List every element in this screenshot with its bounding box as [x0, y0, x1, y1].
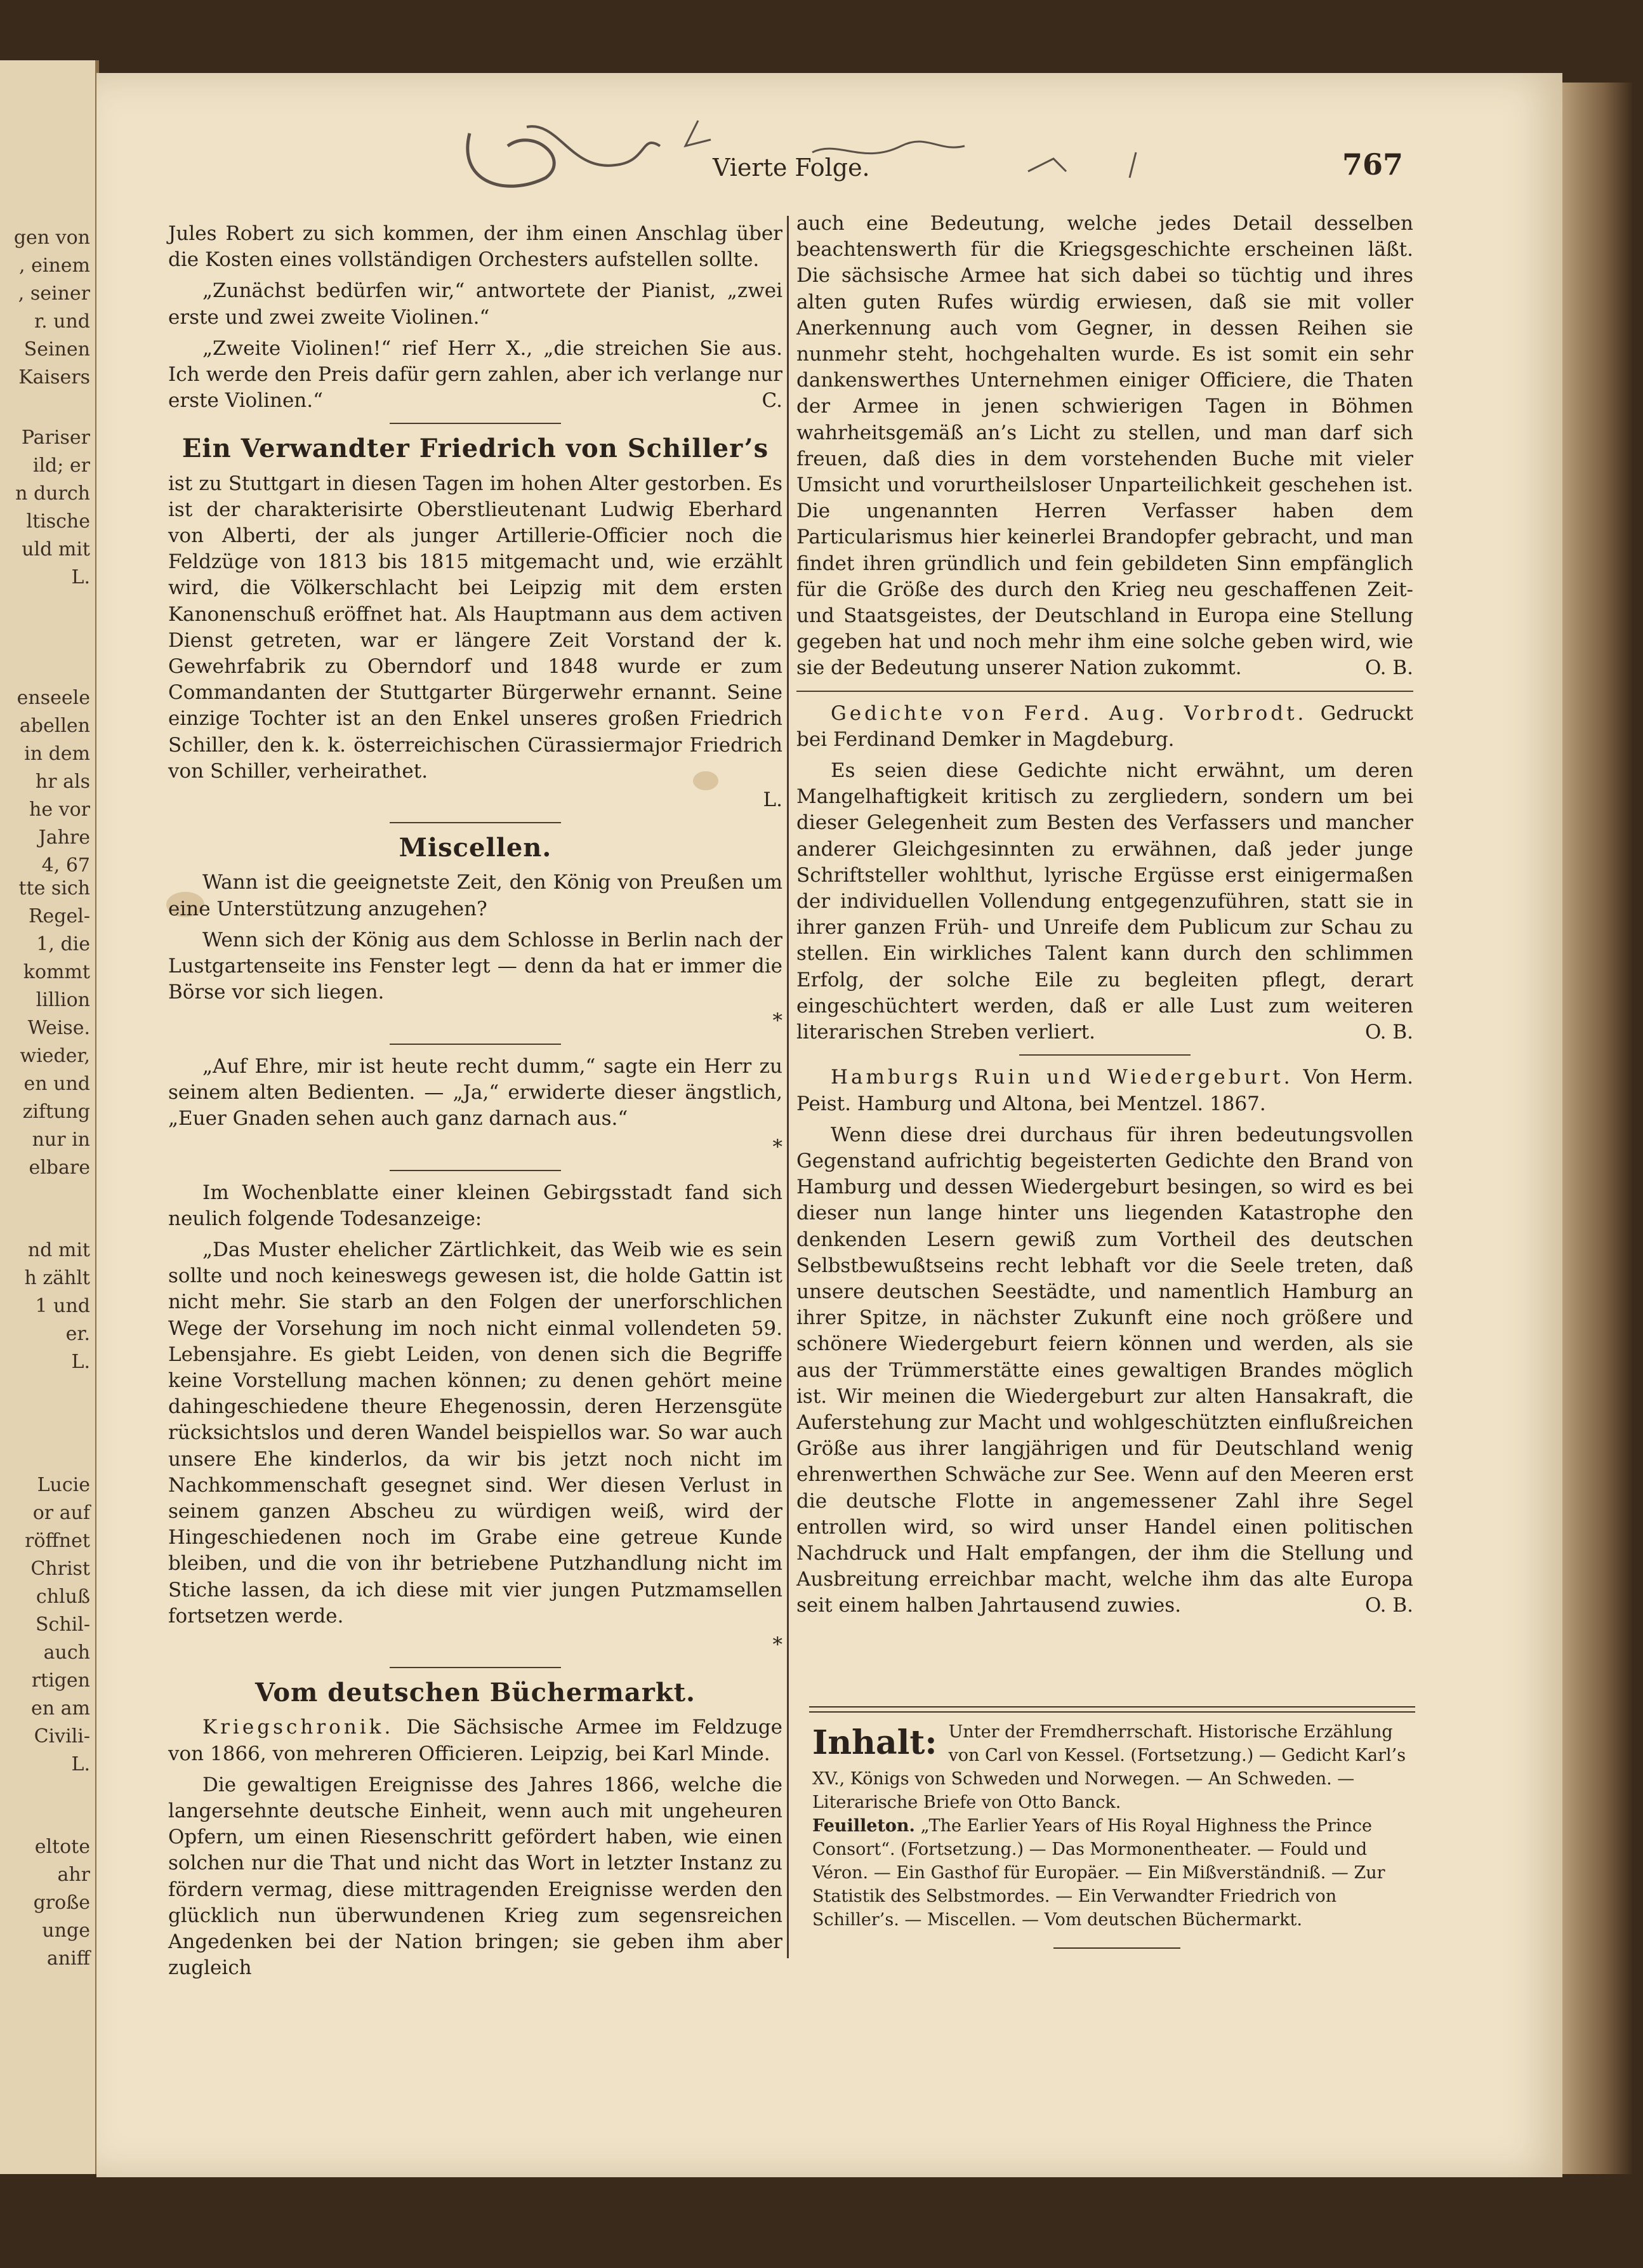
table-of-contents [812, 1720, 1415, 1932]
left-page-fragment: gen von [13, 227, 90, 249]
left-page-fragment: aniff [46, 1947, 90, 1970]
separator [390, 1044, 561, 1045]
left-page-fragment: abellen [19, 715, 90, 737]
section-heading: Ein Verwandter Friedrich von Schiller’s [181, 434, 769, 464]
paragraph: Wann ist die geeignetste Zeit, den König von Preußen um eine Unterstützung anzugehen? [168, 871, 782, 920]
left-page-fragment: Pariser [21, 427, 90, 449]
paragraph: „Das Muster ehelicher Zärtlichkeit, das Weib wie es sein sollte und noch keineswegs gewesen ist, die holde Gattin ist nicht mehr. Sie starb an den Folgen der unerforschlichen Wege der Vorsehung im noch nicht einmal vollendeten 59. Lebensjahre. Es giebt Leiden, von denen sich die Begriffe keine Vorstellung machen können; zu denen gehört meine dahingeschiedene theure Ehegenossin, deren Herzensgüte rücksichtslos und deren Wandel beispiellos war. So war auch unsere Ehe kinderlos, da wir bis jetzt noch nicht im Nachkommenschaft gesegnet sind. Wer diesen Verlust in seinem ganzen Abscheu zu würdigen weiß, wird der Hingeschiedenen noch im Grabe eine getreue Kunde bleiben, und die von ihr betriebene Putzhandlung nicht im Stiche lassen, da ich diese mit vier jungen Putzmamsellen fortsetzen werde. [168, 1238, 782, 1628]
paragraph: auch eine Bedeutung, welche jedes Detail desselben beachtenswerth für die Kriegsgeschichte erscheinen läßt. Die sächsische Armee hat sich dabei so tüchtig und ihres alten guten Rufes würdig erwiesen, daß sie mit voller Anerkennung auch vom Gegner, in dessen Reihen sie nunmehr steht, hochgehalten wurde. Es ist somit ein sehr dankenswerthes Unternehmen einiger Officiere, die Thaten der Armee in jenen schwierigen Tagen in Böhmen wahrheitsgemäß an’s Licht zu stellen, und man darf sich freuen, daß dies in dem vorstehenden Buche mit vieler Umsicht und vorurtheilsloser Unparteilichkeit geschehen ist. Die ungenannten Herren Verfasser haben dem Particularismus hier keinerlei Brandopfer gebracht, und man findet ihren gründlich und fein gebildeten Sinn empfänglich für die Größe des durch den Krieg neu geschaffenen Zeit- und Staatsgeistes, der Deutschland in Europa eine Stellung gegeben hat und noch mehr ihm eine solche geben wird, wie sie der Bedeutung unserer Nation zukommt. O. B. [796, 211, 1413, 682]
left-page-fragment: h zählt [24, 1267, 90, 1289]
right-column [796, 211, 1413, 1624]
left-page-fragment: 4, 67 [41, 854, 90, 877]
left-page-fragment: Seinen [23, 338, 90, 361]
left-page-fragment: röffnet [25, 1530, 90, 1552]
paragraph: „Auf Ehre, mir ist heute recht dumm,“ sagte ein Herr zu seinem alten Bedienten. — „Ja,“ erwiderte dieser ängstlich, „Euer Gnaden sehen auch ganz darnach aus.“ [168, 1054, 782, 1131]
left-page-fragment: hr als [35, 771, 90, 793]
left-page-fragment: , einem [19, 255, 90, 277]
left-page-fragment: in dem [24, 743, 90, 765]
left-page-fragment: wieder, [20, 1045, 90, 1067]
paragraph: Die gewaltigen Ereignisse des Jahres 1866, welche die langersehnte deutsche Einheit, wenn auch mit ungeheuren Opfern, um einen Riesenschritt gefördert haben, wie einen solchen nur die That und nicht das Wort in letzter Instanz zu fördern vermag, diese mittragenden Ereignisse werden den glücklich nun überwundenen Krieg zum segensreichen Angedenken bei der Nation bringen; sie geben ihm aber zugleich [168, 1773, 782, 1980]
double-rule [809, 1711, 1415, 1713]
left-page-fragment: elbare [29, 1157, 90, 1179]
running-header: Vierte Folge. [713, 154, 870, 182]
paragraph: Wenn sich der König aus dem Schlosse in Berlin nach der Lustgartenseite ins Fenster legt — denn da hat er immer die Börse vor sich liegen. [168, 928, 782, 1004]
end-rule [1053, 1947, 1180, 1949]
left-page-fragment: uld mit [22, 538, 90, 560]
separator [390, 423, 561, 424]
left-page-fragment: , seiner [18, 282, 90, 305]
left-page-fragment: ltische [26, 510, 90, 533]
left-page-fragment: L. [71, 1753, 90, 1775]
signature: O. B. [1365, 1594, 1413, 1617]
left-column [168, 221, 782, 1986]
paragraph: ist zu Stuttgart in diesen Tagen im hohen Alter gestorben. Es ist der charakterisirte Oberstlieutenant Ludwig Eberhard von Alberti, der als junger Artillerie-Officier noch die Feldzüge von 1813 bis 1815 mitgemacht und, wie erzählt wird, die Völkerschlacht bei Leipzig mit dem ersten Kanonenschuß eröffnet hat. Als Hauptmann aus dem activen Dienst getreten, war er längere Zeit Vorstand der k. Gewehrfabrik zu Oberndorf und 1848 wurde er zum Commandanten der Stuttgarter Bürgerwehr ernannt. Seine einzige Tochter ist an den Enkel unseres großen Friedrich Schiller, den k. k. österreichischen Cürassiermajor Friedrich von Schiller, verheirathet. [168, 472, 782, 783]
asterisk: * [772, 1136, 782, 1159]
left-page-fragment: tte sich [18, 877, 90, 899]
section-heading: Miscellen. [399, 833, 552, 863]
left-page-fragment: 1 und [35, 1295, 90, 1317]
separator [796, 691, 1413, 692]
left-page-fragment: Kaisers [18, 366, 90, 388]
left-page-fragment: er. [65, 1323, 90, 1345]
asterisk: * [772, 1009, 782, 1033]
left-page-fragment: en am [31, 1697, 90, 1720]
signature: C. [762, 389, 782, 413]
paragraph: Gedichte von Ferd. Aug. Vorbrodt. Gedruckt bei Ferdinand Demker in Magdeburg. [796, 701, 1413, 751]
asterisk: * [772, 1633, 782, 1656]
paragraph: Jules Robert zu sich kommen, der ihm einen Anschlag über die Kosten eines vollständigen Orchesters aufstellen sollte. [168, 222, 782, 272]
separator [1019, 1054, 1191, 1056]
left-page-fragment: große [33, 1892, 90, 1914]
paragraph: „Zweite Violinen!“ rief Herr X., „die streichen Sie aus. Ich werde den Preis dafür gern zahlen, aber ich verlange nur erste Violinen.“ C. [168, 336, 782, 414]
double-rule [809, 1706, 1415, 1708]
left-page-fragment: kommt [23, 961, 90, 983]
paragraph: Hamburgs Ruin und Wiedergeburt. Von Herm. Peist. Hamburg und Altona, bei Mentzel. 1867. [796, 1066, 1413, 1115]
signature: L. [763, 788, 782, 812]
book-edge [1562, 83, 1632, 2174]
column-divider [787, 216, 789, 1958]
left-page-fragment: en und [23, 1073, 90, 1095]
left-page-fragment: Christ [30, 1558, 90, 1580]
left-page-fragment: Weise. [27, 1017, 90, 1039]
left-page-fragment: Regel- [28, 905, 90, 927]
left-page-fragment: nur in [32, 1129, 90, 1151]
contents-label: Inhalt: [812, 1723, 937, 1762]
paragraph: „Zunächst bedürfen wir,“ antwortete der Pianist, „zwei erste und zwei zweite Violinen.“ [168, 279, 782, 329]
left-page-fragment: n durch [15, 482, 90, 505]
left-page-fragment: nd mit [27, 1239, 90, 1261]
left-page-fragment: auch [43, 1641, 90, 1664]
left-page-fragment: Civili- [34, 1725, 90, 1747]
left-page-fragment: ild; er [32, 454, 90, 477]
left-page-fragment: Schil- [35, 1614, 90, 1636]
left-page-fragment: or auf [32, 1502, 90, 1524]
contents-text: „The Earlier Years of His Royal Highness the Prince Consort“. (Fortsetzung.) — Das Mormonentheater. — Fould und Véron. — Ein Gasthof für Europäer. — Ein Mißverständniß. — Zur Statistik des Selbstmordes. — Ein Verwandter Friedrich von Schiller’s. — Miscellen. — Vom deutschen Büchermarkt. [812, 1816, 1385, 1930]
separator [390, 1667, 561, 1668]
left-page-fragment: chluß [36, 1586, 90, 1608]
paragraph: Im Wochenblatte einer kleinen Gebirgsstadt fand sich neulich folgende Todesanzeige: [168, 1181, 782, 1230]
left-page-fragment: rtigen [31, 1669, 90, 1692]
paragraph: Kriegschronik. Die Sächsische Armee im Feldzuge von 1866, von mehreren Officieren. Leipzig, bei Karl Minde. [168, 1716, 783, 1765]
left-page-fragment: Lucie [37, 1474, 90, 1496]
signature: O. B. [1365, 656, 1413, 680]
left-page-fragment: L. [71, 1351, 90, 1373]
left-facing-page [0, 60, 99, 2174]
left-page-fragment: eltote [34, 1836, 90, 1858]
left-page-fragment: L. [71, 566, 90, 588]
separator [390, 1170, 561, 1171]
left-page-fragment: unge [42, 1920, 90, 1942]
left-page-fragment: he vor [29, 799, 90, 821]
left-page-fragment: Jahre [38, 826, 90, 849]
paragraph: Wenn diese drei durchaus für ihren bedeutungsvollen Gegenstand aufrichtig begeisterten Gedichte den Brand von Hamburg und dessen Wiedergeburt besingen, so wird es bei dieser nun lange hinter uns liegenden Katastrophe den denkenden Lesern gewiß zum Vortheil des deutschen Selbstbewußtseins recht lebhaft vor die Seele treten, daß unsere deutschen Seestädte, und namentlich Hamburg an ihrer Spitze, in nächster Zukunft eine noch größere und schönere Wiedergeburt feiern können und werden, als sie aus der Trümmerstätte eines gewaltigen Brandes möglich ist. Wir meinen die Wiedergeburt zur alten Hansakraft, die Auferstehung zur Macht und wohlgeschützten einflußreichen Größe aus ihrer langjährigen und für Deutschland wenig ehrenwerthen Schwäche zur See. Wenn auf den Meeren erst die deutsche Flotte in angemessener Zahl ihre Segel entrollen wird, so wird unser Handel einen politischen Nachdruck und Halt empfangen, der ihm die Stellung und Ausbreitung erreichbar macht, welche ihm das alte Europa seit einem halben Jahrtausend zuwies. O. B. [796, 1122, 1413, 1619]
left-page-fragment: enseele [16, 687, 90, 709]
left-page-fragment: 1, die [36, 933, 90, 955]
contents-text: Unter der Fremdherrschaft. Historische Erzählung von Carl von Kessel. (Fortsetzung.) — Gedicht Karl’s XV., Königs von Schweden und Norwegen. — An Schweden. — Literarische Briefe von Otto Banck. [812, 1722, 1406, 1812]
section-heading: Vom deutschen Büchermarkt. [255, 1678, 696, 1708]
separator [390, 822, 561, 823]
feuilleton-label: Feuilleton. [812, 1816, 915, 1836]
left-page-fragment: r. und [34, 310, 90, 333]
left-page-fragment: ahr [57, 1864, 90, 1886]
page-number: 767 [1342, 147, 1404, 182]
paragraph: Es seien diese Gedichte nicht erwähnt, um deren Mangelhaftigkeit kritisch zu zergliedern, sondern um bei dieser Gelegenheit zum Besten des Verfassers und mancher anderer Gleichgesinnten zu erwähnen, daß jeder junge Schriftsteller wohlthut, lyrische Ergüsse erst einigermaßen der individuellen Vollendung entgegenzuführen, statt sie in ihrer ganzen Früh- und Unreife dem Publicum zur Schau zu stellen. Ein wirkliches Talent kann durch den schlimmen Erfolg, der solche Eile zu begleiten pflegt, derart eingeschüchtert werden, daß er alle Lust zum weiteren literarischen Streben verliert. O. B. [796, 758, 1413, 1045]
left-page-fragment: lillion [36, 989, 90, 1011]
signature: O. B. [1365, 1021, 1413, 1044]
left-page-fragment: ziftung [22, 1101, 90, 1123]
